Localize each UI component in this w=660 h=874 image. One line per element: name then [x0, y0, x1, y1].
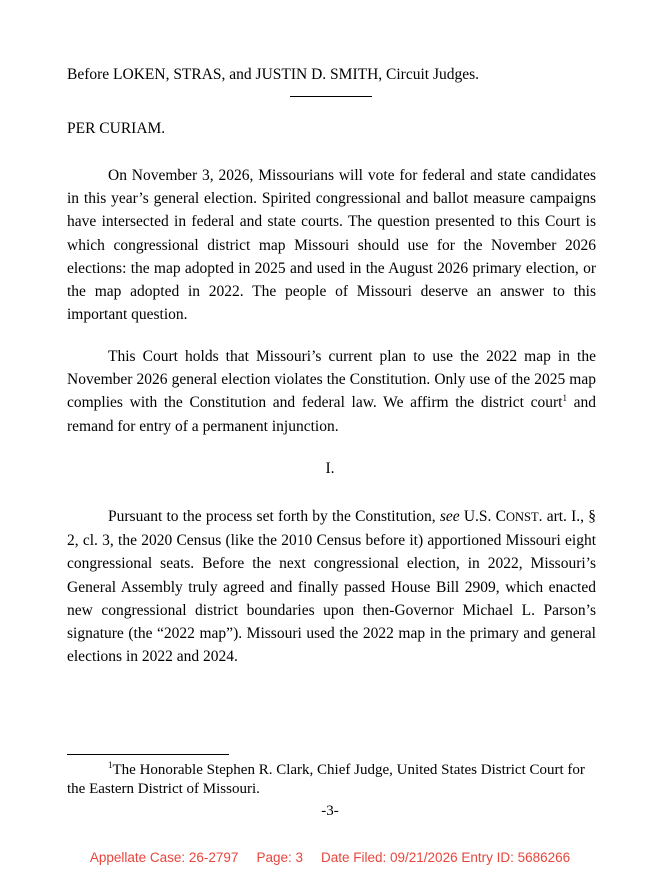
footnote-1	[67, 761, 596, 799]
judges-line: Before LOKEN, STRAS, and JUSTIN D. SMITH, Circuit Judges.	[67, 66, 480, 83]
signal-see: see	[439, 508, 460, 525]
stamp-page: Page: 3	[256, 850, 303, 865]
page-number: -3-	[321, 803, 339, 819]
footnote-rule	[67, 754, 229, 755]
paragraph-3	[67, 505, 596, 668]
paragraph-2-text: This Court holds that Missouri’s current plan to use the 2022 map in the November 2026 general election violates the Constitution. Only use of the 2025 map complies with the Constitution and federal law. We affirm the district court	[67, 348, 596, 412]
citation-start: U.S. C	[459, 508, 506, 525]
footnote-reference[interactable]: 1	[562, 393, 567, 404]
filing-stamp	[0, 850, 660, 865]
paragraph-2	[67, 345, 596, 438]
paragraph-1: On November 3, 2026, Missourians will vote for federal and state candidates in this year’s general election. Spirited congressional and ballot measure campaigns have intersected in federal and state courts. The question presented to this Court is which congressional district map Missouri should use for the November 2026 elections: the map adopted in 2025 and used in the August 2026 primary election, or the map adopted in 2022. The people of Missouri deserve an answer to this important question.	[67, 167, 596, 324]
section-heading: I.	[325, 460, 335, 477]
stamp-case: Appellate Case: 26-2797	[89, 850, 239, 865]
citation-small-caps: ONST	[505, 510, 539, 524]
footnote-text: The Honorable Stephen R. Clark, Chief Judge, United States District Court for the Eastern District of Missouri.	[67, 762, 585, 797]
stamp-date-filed: Date Filed: 09/21/2026 Entry ID: 5686266	[320, 850, 571, 865]
paragraph-3-rest: . art. I., § 2, cl. 3, the 2020 Census (like the 2010 Census before it) apportioned Missouri eight congressional seats. Before the next congressional election, in 2022, Missouri’s General Assembly truly agreed and finally passed House Bill 2909, which enacted new congressional district boundaries upon then-Governor Michael L. Parson’s signature (the “2022 map”). Missouri used the 2022 map in the primary and general elections in 2022 and 2024.	[67, 508, 596, 666]
footnote-number: 1	[108, 760, 113, 770]
per-curiam-label: PER CURIAM.	[67, 120, 166, 137]
separator-rule	[290, 96, 372, 97]
paragraph-3-lead: Pursuant to the process set forth by the Constitution,	[108, 508, 440, 525]
paragraph-2-tail: and remand for entry of a permanent injunction.	[67, 394, 596, 435]
